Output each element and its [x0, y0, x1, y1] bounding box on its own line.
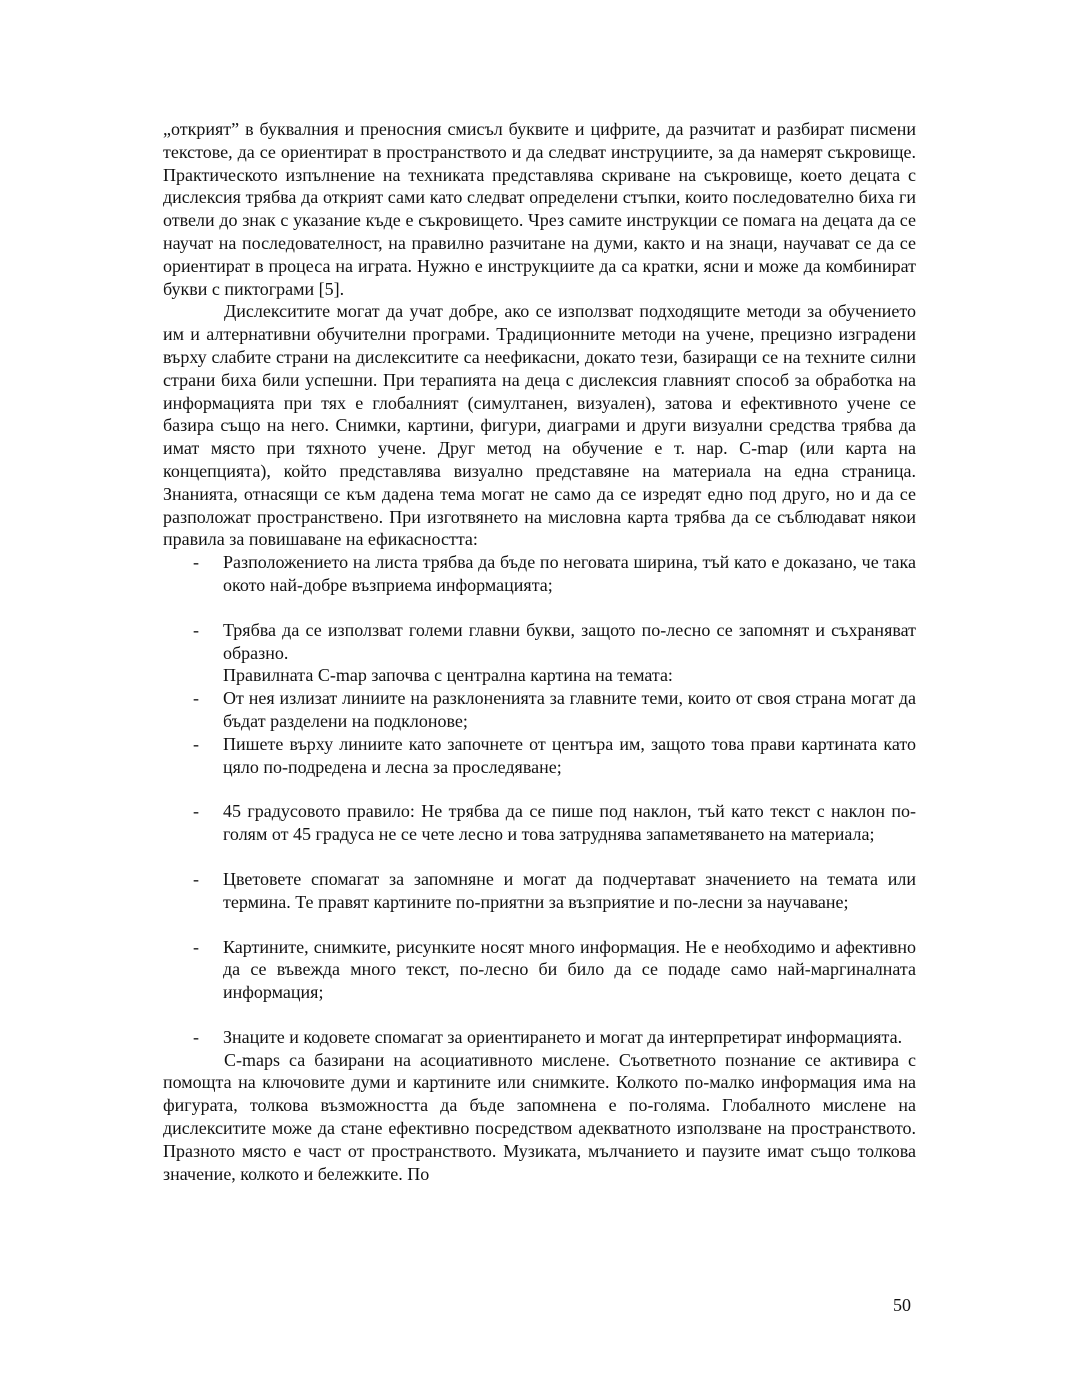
list-item — [163, 868, 916, 914]
list-bullet: - — [193, 801, 199, 822]
list-item — [163, 687, 916, 733]
list-item-text: Трябва да се използват големи главни букви, защото по-лесно се запомнят и съхраняват образно. — [223, 619, 916, 663]
list-bullet: - — [193, 619, 199, 640]
list-item-text: Картините, снимките, рисунките носят много информация. Не е необходимо и афективно да се въвежда много текст, по-лесно би било да се подаде само най-маргиналната информация; — [223, 936, 916, 1003]
list-item — [163, 551, 916, 597]
paragraph-2: Дислекситите могат да учат добре, ако се използват подходящите методи за обучението им и алтернативни обучителни програми. Традиционните методи на учене, прецизно изградени върху слабите страни на дислекситите са неефикасни, докато тези, базиращи се на техните силни страни биха били успешни. При терапията на деца с дислексия главният способ за обработка на информацията при тях е глобалният (симултанен, визуален), затова и ефективното учене се базира също на него. Снимки, картини, фигури, диаграми и други визуални средства трябва да имат място при тяхното учене. Друг метод на обучение е т. нар. C-map (или карта на концепцията), който представлява визуално представяне на материала на една страница. Знанията, отнасящи се към дадена тема могат не само да се изредят едно под друго, но и да се разположат пространствено. При изготвянето на мисловна карта трябва да се съблюдават някои правила за повишаване на ефикасността: — [163, 301, 916, 550]
list-item-text: Разположението на листа трябва да бъде по неговата ширина, тъй като е доказано, че така окото най-добре възприема информацията; — [223, 552, 916, 595]
list-bullet: - — [193, 936, 199, 957]
list-item — [163, 619, 916, 665]
list-item-text: Пишете върху линиите като започнете от центъра им, защото това прави картината като цяло по-подредена и лесна за проследяване; — [223, 733, 916, 777]
list-bullet: - — [193, 552, 199, 573]
page-number: 50 — [893, 1295, 911, 1315]
list-item-text: От нея излизат линиите на разклоненията за главните теми, които от своя страна могат да бъдат разделени на подклонове; — [223, 688, 916, 731]
list-item-text: 45 градусовото правило: Не трябва да се пише под наклон, тъй като текст с наклон по-голям от 45 градуса не се чете лесно и това затруднява запаметяването на материала; — [223, 801, 916, 845]
paragraph-1: „открият” в буквалния и преносния смисъл буквите и цифрите, да разчитат и разбират писмени текстове, да се ориентират в пространството и да следват инструциите, за да намерят съкровище. Практическото изпълнение на техниката представлява скриване на съкровище, което децата с дислексия трябва да открият сами като следват определени стъпки, които последователно биха ги отвели до знак с указание къде е съкровището. Чрез самите инструкции се помага на децата да се научат на последователност, на правилно разчитане на думи, както и на знаци, научават се да се ориентират в процеса на играта. Нужно е инструкциите да са кратки, ясни и може да комбинират букви с пиктограми [5]. — [163, 119, 916, 299]
list-bullet: - — [193, 688, 199, 709]
page-body — [163, 118, 916, 1185]
list-item — [163, 733, 916, 779]
list-item — [163, 800, 916, 846]
sub-paragraph: Правилната C-map започва с централна картина на темата: — [223, 665, 673, 686]
list-item — [163, 936, 916, 1004]
list-item — [163, 1026, 916, 1049]
list-bullet: - — [193, 1026, 199, 1047]
list-bullet: - — [193, 733, 199, 754]
list-item-text: Знаците и кодовете спомагат за ориентирането и могат да интерпретират информацията. — [223, 1026, 903, 1047]
paragraph-3: C-maps са базирани на асоциативното мислене. Съответното познание се активира с помощта на ключовите думи и картините или снимките. Колкото по-малко информация има на фигурата, толкова възможността да бъде запомнена е по-голяма. Глобалното мислене на дислекситите може да стане ефективно посредством адекватното използване на пространството. Празното място е част от пространството. Музиката, мълчанието и паузите имат също толкова значение, колкото и бележките. По — [163, 1049, 916, 1184]
list-item-text: Цветовете спомагат за запомняне и могат да подчертават значението на темата или термина. Те правят картините по-приятни за възприятие и по-лесни за научаване; — [223, 868, 916, 912]
list-bullet: - — [193, 868, 199, 889]
